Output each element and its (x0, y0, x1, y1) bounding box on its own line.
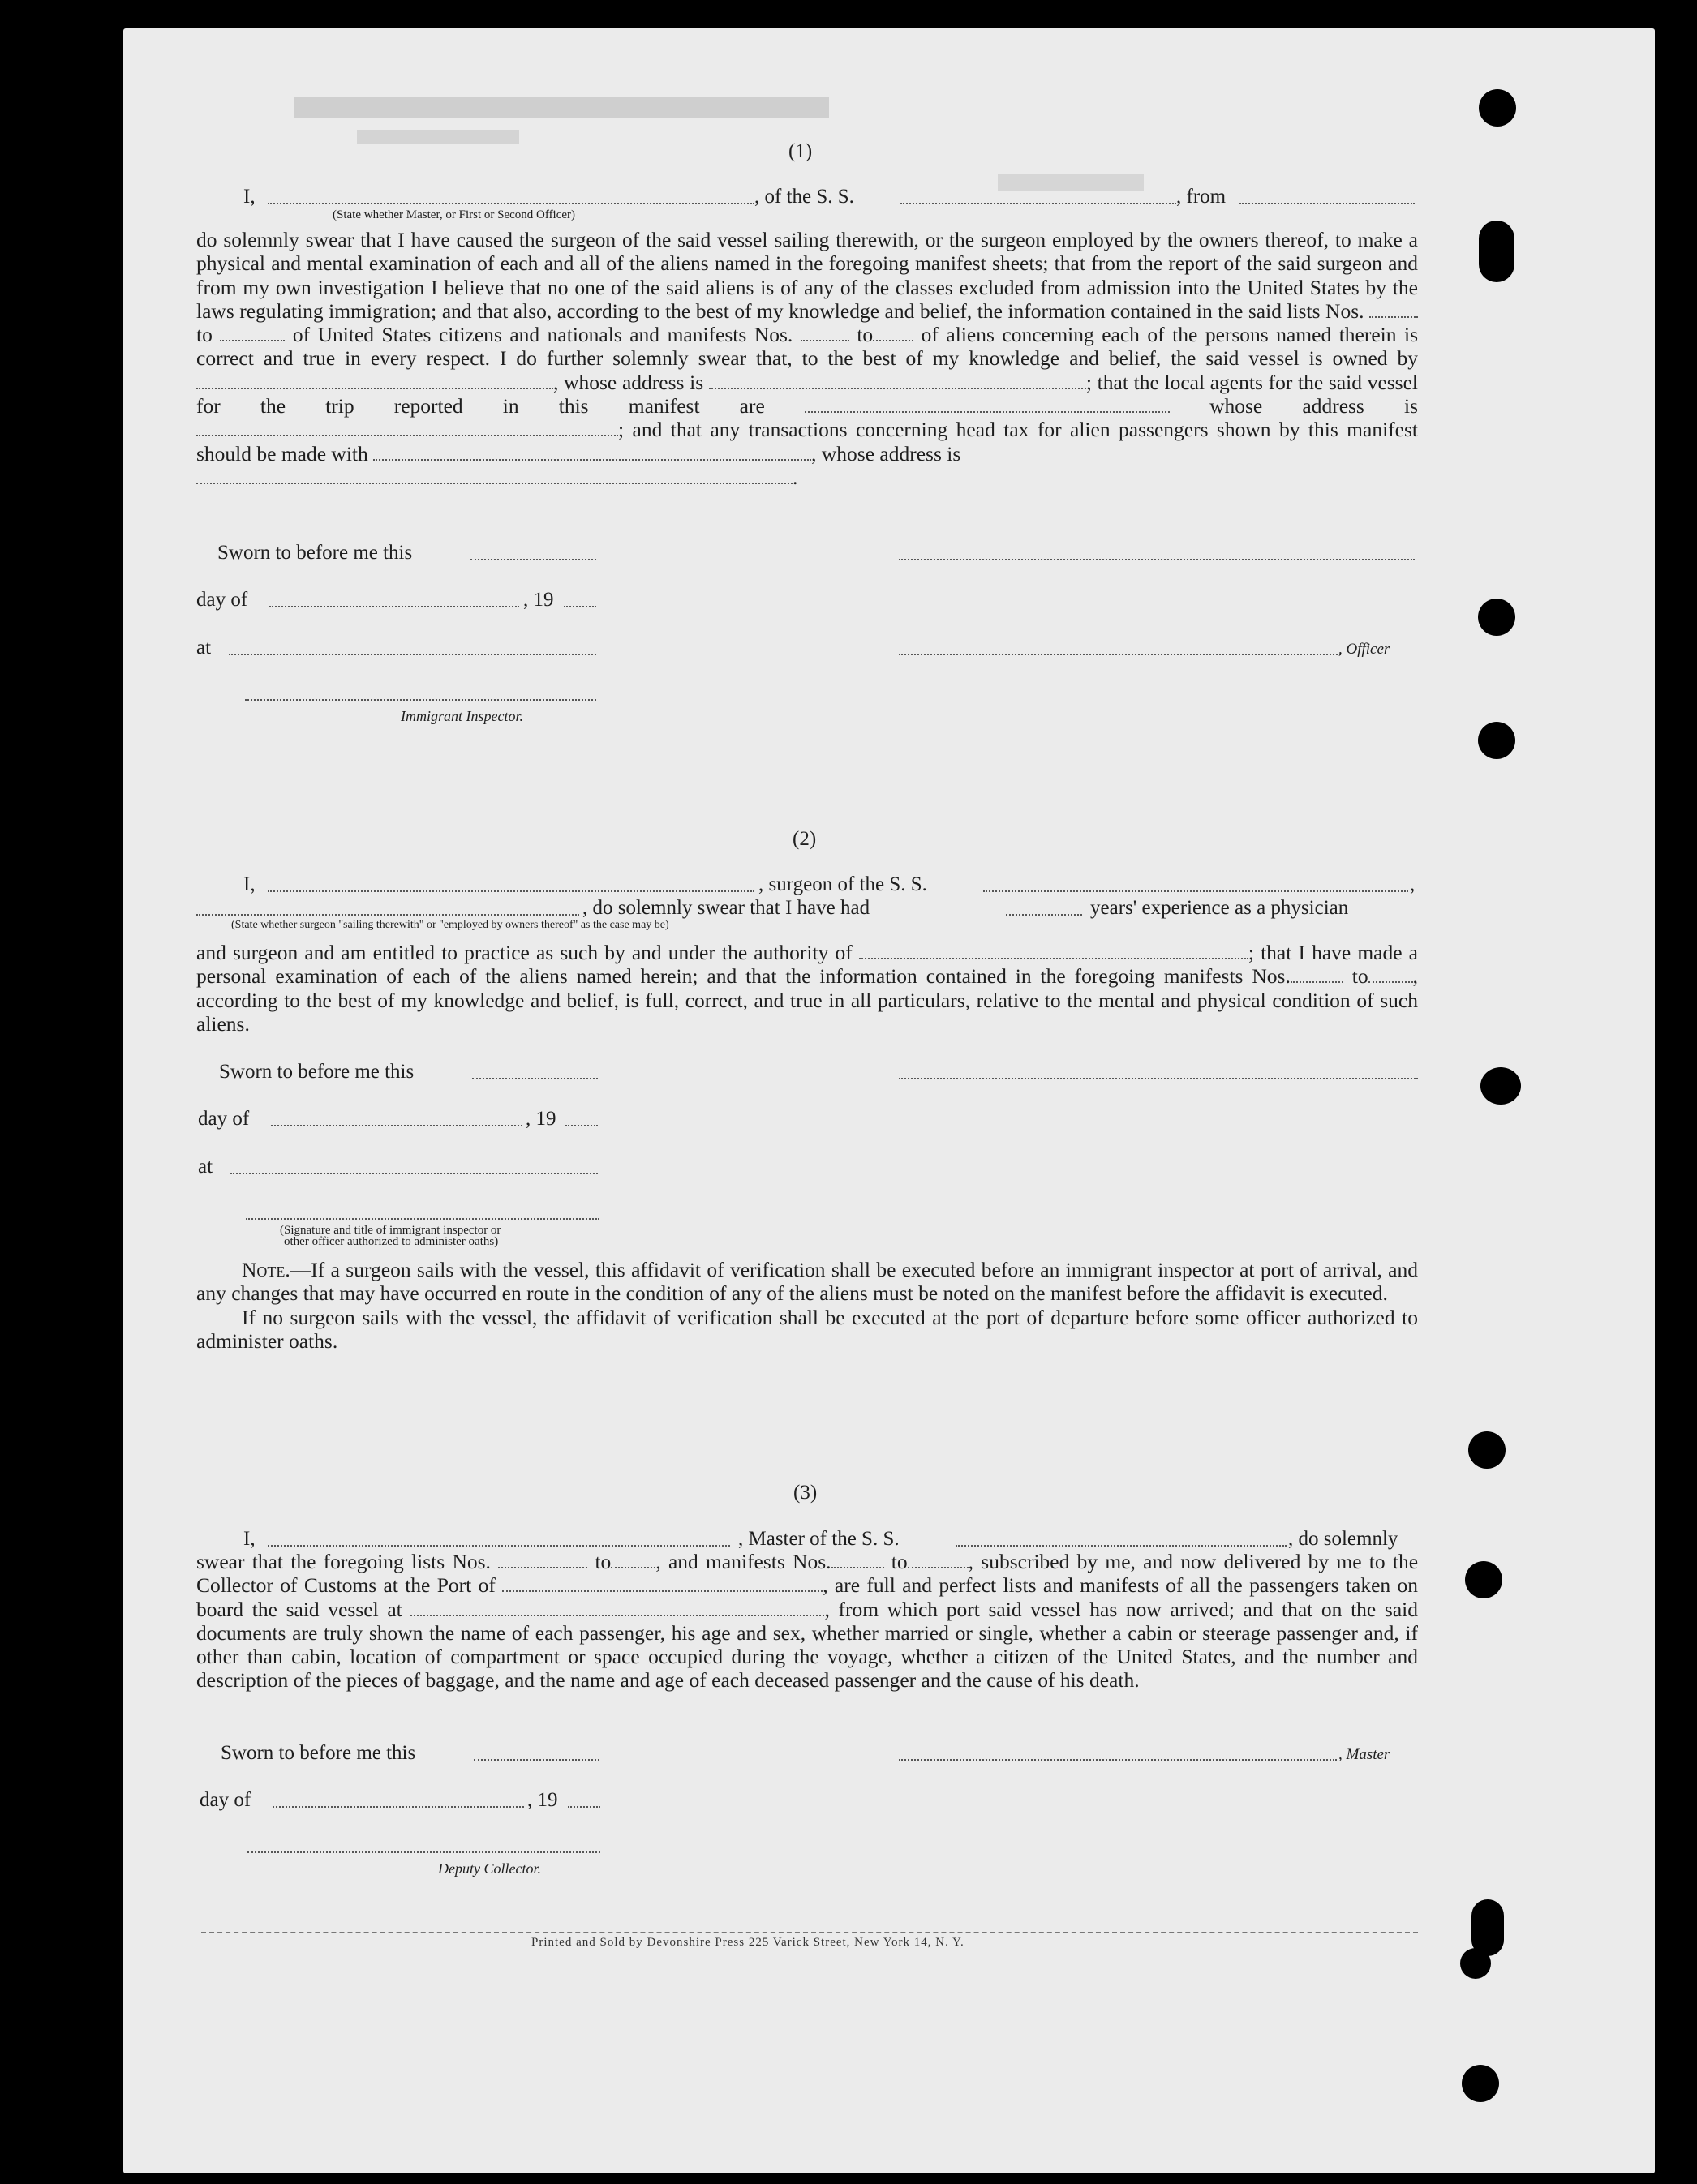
s2-comma: , (1410, 873, 1416, 895)
s3-day-field[interactable] (273, 1806, 524, 1808)
s1-i-label: I, (243, 186, 256, 208)
s2-vessel-field[interactable] (983, 890, 1408, 892)
s2-swear-label: , do solemnly swear that I have had (582, 897, 870, 919)
bleed-through-mark (294, 97, 829, 118)
s3-sworn-label: Sworn to before me this (221, 1742, 416, 1764)
s1-from-label: , from (1176, 186, 1227, 208)
s1-at-field[interactable] (229, 654, 596, 655)
s3-lists-to-field[interactable] (611, 1551, 655, 1568)
s3-i-label: I, (243, 1528, 256, 1550)
s1-sworn-label: Sworn to before me this (217, 542, 413, 564)
years-experience-field[interactable] (1006, 914, 1082, 916)
s3-master-signature-field[interactable] (899, 1759, 1337, 1761)
s3-vessel-field[interactable] (956, 1545, 1287, 1547)
head-tax-party-field[interactable] (373, 444, 811, 461)
s2-signature-note-1: (Signature and title of immigrant inspector or (280, 1224, 501, 1237)
manifests-from-field[interactable] (801, 324, 849, 341)
bleed-through-mark (998, 174, 1144, 191)
s2-sworn-field[interactable] (472, 1078, 598, 1079)
s3-master-of-label: , Master of the S. S. (738, 1528, 900, 1550)
s2-manifests-to-field[interactable] (1368, 966, 1413, 983)
s3-affidavit-text: swear that the foregoing lists Nos. to , and manifests Nos. to , subscribed by me, and now delivered by me to the Collector of Customs at the Port of , are full and perfect lists and manifests of all the passengers taken on board the said vessel at , from which port said vessel has now arrived; and that on the said documents are truly shown the name of each passenger, his age and sex, whether married or single, whether a cabin or steerage passenger and, if other than cabin, location of compartment or space occupied during the voyage, whether a citizen of the United States, and the number and description of the pieces of baggage, and the name and age of each deceased passenger and the cause of his death. (196, 1550, 1419, 1693)
binder-hole (1479, 89, 1516, 127)
s1-of-ss-label: , of the S. S. (754, 186, 854, 208)
s2-inspector-signature-field[interactable] (246, 1218, 599, 1220)
s2-at-field[interactable] (230, 1173, 598, 1174)
s3-manifests-to-field[interactable] (908, 1551, 969, 1568)
s1-inspector-label: Immigrant Inspector. (401, 708, 523, 724)
binder-hole (1462, 2065, 1499, 2102)
s3-day-of-label: day of (200, 1789, 251, 1811)
s3-lists-from-field[interactable] (498, 1551, 587, 1568)
binder-hole (1460, 1948, 1491, 1979)
s1-day-of-label: day of (196, 589, 248, 611)
head-tax-address-field[interactable] (196, 467, 793, 484)
s1-sworn-field[interactable] (470, 559, 596, 560)
s1-officer-label: , Officer (1338, 641, 1390, 658)
s2-year-field[interactable] (565, 1125, 598, 1126)
s1-year-label: , 19 (523, 589, 554, 611)
verification-note: Note.—If a surgeon sails with the vessel, this affidavit of verification shall be executed before an immigrant inspector at port of arrival, and any changes that may have occurred en route in the condition of any of the aliens must be noted on the manifest before the affidavit is executed. If no surgeon sails with the vessel, the affidavit of verification shall be executed at the port of departure before some officer authorized to administer oaths. (196, 1258, 1418, 1353)
lists-to-field[interactable] (220, 324, 285, 341)
s3-collector-signature-field[interactable] (247, 1851, 600, 1853)
vessel-name-field[interactable] (900, 203, 1176, 204)
s1-year-field[interactable] (564, 606, 596, 607)
s2-signature-note-2: other officer authorized to administer oaths) (284, 1235, 499, 1248)
s3-master-name-field[interactable] (268, 1545, 730, 1547)
binder-hole (1479, 221, 1514, 282)
s1-officer-name-field[interactable] (899, 654, 1341, 655)
agents-address-field[interactable] (196, 419, 618, 436)
s2-sworn-label: Sworn to before me this (219, 1061, 415, 1083)
s1-day-field[interactable] (269, 606, 519, 607)
s2-years-label: years' experience as a physician (1090, 897, 1349, 919)
section-1-number: (1) (788, 140, 813, 162)
s2-i-label: I, (243, 873, 256, 895)
printer-imprint: Printed and Sold by Devonshire Press 225 Varick Street, New York 14, N. Y. (531, 1936, 964, 1949)
s2-year-label: , 19 (526, 1108, 556, 1130)
s1-officer-note: (State whether Master, or First or Second Officer) (333, 208, 576, 221)
from-port-field[interactable] (1239, 203, 1415, 204)
section-3-number: (3) (793, 1482, 818, 1504)
s1-officer-signature-field[interactable] (899, 559, 1415, 560)
s3-year-label: , 19 (527, 1789, 558, 1811)
owner-address-field[interactable] (709, 372, 1086, 389)
binder-hole (1465, 1561, 1502, 1598)
lists-from-field[interactable] (1369, 301, 1418, 318)
master-name-field[interactable] (268, 203, 754, 204)
s2-affidavit-text: and surgeon and am entitled to practice as such by and under the authority of ; that I have made a personal examination of each of the aliens named herein; and that the information contained in the foregoing manifests Nos. to , according to the best of my knowledge and belief, is full, correct, and true in all particulars, relative to the mental and physical condition of such aliens. (196, 941, 1419, 1036)
s2-surgeon-note: (State whether surgeon "sailing therewith" or "employed by owners thereof" as the case may be) (231, 919, 669, 931)
authority-field[interactable] (859, 942, 1248, 959)
s1-at-label: at (196, 637, 212, 659)
s3-collector-label: Deputy Collector. (438, 1860, 541, 1877)
s3-year-field[interactable] (568, 1806, 600, 1808)
s2-surgeon-of-label: , surgeon of the S. S. (758, 873, 927, 895)
binder-hole (1478, 722, 1515, 759)
s2-surgeon-signature-field[interactable] (899, 1078, 1418, 1079)
s3-sworn-field[interactable] (474, 1759, 599, 1761)
bleed-through-mark (357, 130, 519, 144)
surgeon-name-field[interactable] (268, 890, 754, 892)
manifests-to-field[interactable] (873, 324, 913, 341)
s3-master-label: , Master (1338, 1746, 1390, 1763)
s2-day-of-label: day of (198, 1108, 250, 1130)
s1-inspector-signature-field[interactable] (245, 699, 596, 701)
binder-hole (1468, 1431, 1506, 1469)
binder-hole (1480, 1067, 1521, 1105)
local-agents-field[interactable] (805, 396, 1170, 413)
port-of-embarkation-field[interactable] (410, 1599, 824, 1616)
s2-day-field[interactable] (271, 1125, 522, 1126)
s3-do-solemnly-label: , do solemnly (1288, 1528, 1398, 1550)
s1-affidavit-text: do solemnly swear that I have caused the surgeon of the said vessel sailing therewith, or the surgeon employed by the owners thereof, to make a physical and mental examination of each and all of the aliens named in the foregoing manifest sheets; that from the report of the said surgeon and from my own investigation I believe that no one of the said aliens is of any of the classes excluded from admission into the United States by the laws regulating immigration; and that also, according to the best of my knowledge and belief, the information contained in the said lists Nos. to of United States citizens and nationals and manifests Nos. to of aliens concerning each of the persons named therein is correct and true in every respect. I do further solemnly swear that, to the best of my knowledge and belief, the said vessel is owned by , whose address is ; that the local agents for the said vessel for the trip reported in this manifest are whose address is ; and that any transactions concerning head tax for alien passengers shown by this manifest should be made with , whose address is . (196, 228, 1419, 489)
binder-hole (1478, 599, 1515, 636)
surgeon-status-field[interactable] (196, 914, 579, 916)
s2-at-label: at (198, 1156, 213, 1178)
section-2-number: (2) (793, 828, 817, 850)
s2-manifests-from-field[interactable] (1291, 966, 1343, 983)
footer-rule (201, 1932, 1418, 1933)
owner-field[interactable] (196, 372, 553, 389)
s3-manifests-from-field[interactable] (831, 1551, 884, 1568)
port-of-arrival-field[interactable] (502, 1575, 823, 1592)
